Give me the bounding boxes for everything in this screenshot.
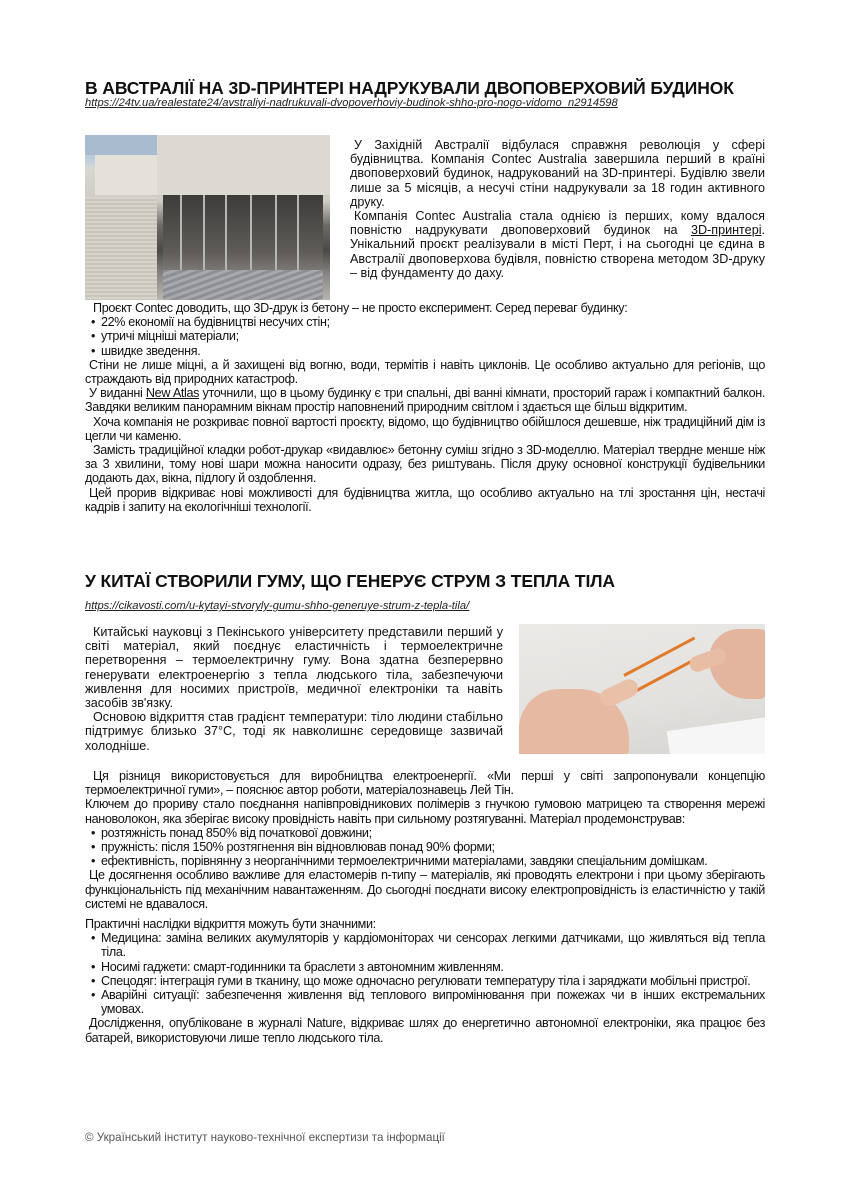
list-item: • Аварійні ситуації: забезпечення живлення від теплового випромінювання при пожежах чи в інших екстремальних умовах. <box>85 988 765 1016</box>
breakthrough-paragraph: Цей прорив відкриває нові можливості для будівництва житла, що особливо актуально на тлі зростання цін, нестачі кадрів і запиту на екологічніші технології. <box>85 485 765 514</box>
3d-printer-link[interactable]: 3D-принтері <box>690 223 762 238</box>
article2-photo-rubber-band <box>519 624 765 754</box>
photo-rubber-band <box>623 637 695 677</box>
robot-paragraph: Замість традиційної кладки робот-друкар «видавлює» бетонну суміш згідно з 3D-моделлю. Матеріал твердне менше ніж за 3 хвилини, тому нові шари можна наносити одразу, без риштувань. Після друку основної конструкції будівельники додають дах, вікна, підлогу й оздоблення. <box>85 443 765 486</box>
article1-intro-p2 <box>350 209 765 280</box>
photo-upper-floor <box>157 135 330 195</box>
list-item: • Носимі гаджети: смарт-годинники та браслети з автономним живленням. <box>85 960 765 974</box>
article1-photo-3d-printed-house <box>85 135 330 300</box>
new-atlas-paragraph <box>85 386 765 414</box>
text: У виданні <box>89 386 146 401</box>
article2-p4: Ключем до прориву стало поєднання напівпровідникових полімерів з гнучкою гумовою матрицею та створення мережі нановолокон, яка зберігає високу провідність навіть при сильному розтягуванні. Матеріал продемонстрував: <box>85 797 765 826</box>
photo-floor <box>163 270 323 300</box>
text: . Унікальний проєкт реалізували в місті Перт, і на сьогодні це єдина в Австралії двоповерхова будівля, повністю створена методом 3D-друку – від фундаменту до даху. <box>350 223 765 280</box>
properties-list <box>85 826 765 869</box>
article1-title: В АВСТРАЛІЇ НА 3D-ПРИНТЕРІ НАДРУКУВАЛИ ДВОПОВЕРХОВИЙ БУДИНОК <box>85 78 734 98</box>
list-item: • пружність: після 150% розтягнення він відновлював понад 90% форми; <box>85 840 765 854</box>
article1-intro <box>350 138 765 280</box>
article2-intro <box>85 625 503 753</box>
photo-paper <box>667 717 765 754</box>
photo-printed-wall <box>85 197 157 300</box>
article2-p1: Китайські науковці з Пекінського університету представили перший у світі матеріал, який поєднує еластичність і термоелектричне перетворення – термоелектричну гуму. Вона здатна безперервно генерувати електроенергію з тепла людського тіла, забезпечуючи живлення для носимих пристроїв, медичної електроніки та навіть засобів зв'язку. <box>85 625 503 711</box>
walls-paragraph: Стіни не лише міцні, а й захищені від вогню, води, термітів і навіть циклонів. Це особливо актуально для регіонів, що страждають від природних катастроф. <box>85 357 765 387</box>
advantages-list <box>85 315 765 358</box>
article2-p6: Практичні наслідки відкриття можуть бути значними: <box>85 917 376 932</box>
list-item: • утричі міцніші матеріали; <box>85 329 765 343</box>
article2-source-link[interactable]: https://cikavosti.com/u-kytayi-stvoryly-gumu-shho-generuye-strum-z-tepla-tila/ <box>85 600 470 612</box>
list-item: • 22% економії на будівництві несучих стін; <box>85 315 765 329</box>
list-item: • швидке зведення. <box>85 344 765 358</box>
list-item: • Спецодяг: інтеграція гуми в тканину, що може одночасно регулювати температуру тіла і заряджати мобільні пристрої. <box>85 974 765 988</box>
article2-title: У КИТАЇ СТВОРИЛИ ГУМУ, ЩО ГЕНЕРУЄ СТРУМ З ТЕПЛА ТІЛА <box>85 571 615 591</box>
applications-list <box>85 931 765 1016</box>
article2-p5: Це досягнення особливо важливе для еластомерів n-типу – матеріалів, які проводять електрони і при цьому зберігають функціональність під механічним навантаженням. До сьогодні поєднати високу електропровідність із еластичністю у такій системі не вдавалося. <box>85 868 765 911</box>
article1-source-link[interactable]: https://24tv.ua/realestate24/avstraliyi-nadrukuvali-dvopoverhoviy-budinok-shho-pro-nogo-vidomo_n2914598 <box>85 97 618 109</box>
advantages-lead: Проєкт Contec доводить, що 3D-друк із бетону – не просто експеримент. Серед переваг будинку: <box>93 301 628 315</box>
text: уточнили, що в цьому будинку є три спальні, дві ванні кімнати, просторий гараж і компактний балкон. Завдяки великим панорамним вікнам простір наповнений природним світлом і здається ще більш відкритим. <box>85 386 765 415</box>
article1-body <box>85 301 765 514</box>
list-item: • ефективність, порівнянну з неорганічними термоелектричними матеріалами, завдяки спеціальним домішкам. <box>85 854 765 868</box>
article1-intro-p1: У Західній Австралії відбулася справжня революція у сфері будівництва. Компанія Contec Australia завершила перший в країні двоповерховий будинок, надрукований на 3D-принтері. Будівлю звели лише за 5 місяців, а несучі стіни надрукували за 18 годин активного друку. <box>350 138 765 209</box>
list-item: • Медицина: заміна великих акумуляторів у кардіомоніторах чи сенсорах легкими датчиками, що живляться від тепла тіла. <box>85 931 765 959</box>
article2-p7: Дослідження, опубліковане в журналі Nature, відкриває шлях до енергетично автономної електроніки, яка працює без батарей, використовуючи лише тепло людського тіла. <box>85 1016 765 1045</box>
text: Компанія Contec Australia стала однією із перших, кому вдалося повністю надрукувати двоповерховий будинок на <box>350 209 765 238</box>
new-atlas-link[interactable]: New Atlas <box>145 386 200 401</box>
article2-p3: Ця різниця використовується для виробництва електроенергії. «Ми перші у світі запропонували концепцію термоелектричної гуми», – пояснює автор роботи, матеріалознавець Лей Тін. <box>85 769 765 798</box>
article2-body <box>85 769 765 1045</box>
photo-sky <box>85 135 165 155</box>
footer-copyright: © Український інститут науково-технічної експертизи та інформації <box>85 1131 445 1144</box>
list-item: • розтяжність понад 850% від початкової довжини; <box>85 826 765 840</box>
cost-paragraph: Хоча компанія не розкриває повної вартості проєкту, відомо, що будівництво обійшлося дешевше, ніж традиційний дім із цегли чи каменю. <box>85 414 765 443</box>
article2-p2: Основою відкриття став градієнт температури: тіло людини стабільно підтримує близько 37°C, тоді як навколишнє середовище зазвичай холодніше. <box>85 710 503 753</box>
photo-upper-floor <box>95 155 157 195</box>
photo-left-finger <box>597 676 641 709</box>
